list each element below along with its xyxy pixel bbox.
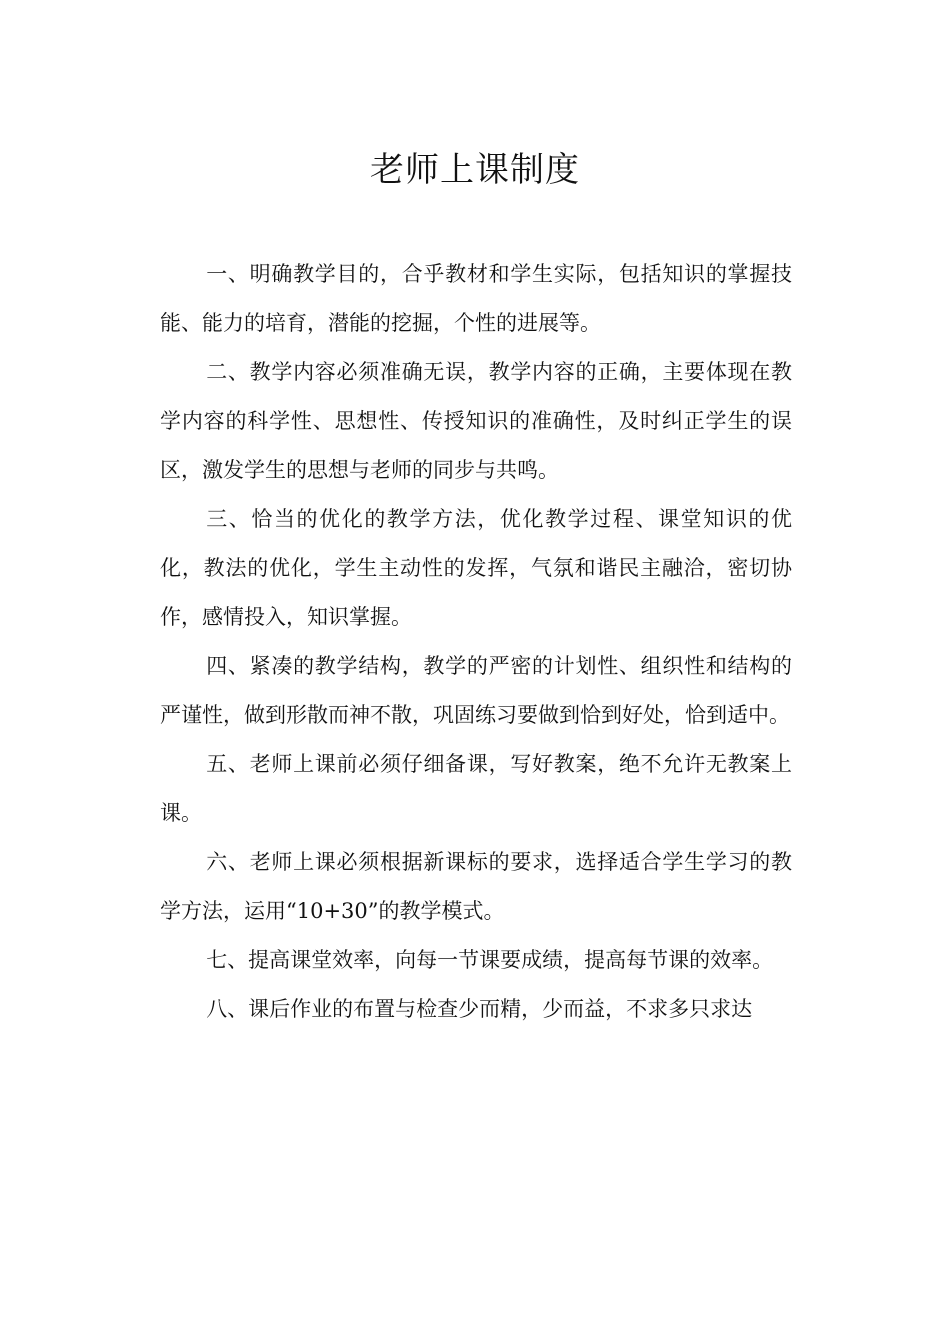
paragraph-7: 七、提高课堂效率，向每一节课要成绩，提高每节课的效率。 [206, 948, 774, 972]
paragraph-2: 二、教学内容必须准确无误，教学内容的正确，主要体现在教学内容的科学性、思想性、传授知识的准确性，及时纠正学生的误区，激发学生的思想与老师的同步与共鸣。 [160, 360, 792, 482]
paragraph-1: 一、明确教学目的，合乎教材和学生实际，包括知识的掌握技能、能力的培育，潜能的挖掘，个性的进展等。 [160, 262, 792, 335]
paragraph-3: 三、恰当的优化的教学方法，优化教学过程、课堂知识的优化，教法的优化，学生主动性的发挥，气氛和谐民主融洽，密切协作，感情投入，知识掌握。 [160, 507, 792, 629]
paragraph-6: 六、老师上课必须根据新课标的要求，选择适合学生学习的教学方法，运用“10+30”的教学模式。 [160, 850, 792, 923]
document-body [160, 250, 792, 1034]
document-title: 老师上课制度 [370, 150, 580, 190]
paragraph-5: 五、老师上课前必须仔细备课，写好教案，绝不允许无教案上课。 [160, 752, 792, 825]
paragraph-4: 四、紧凑的教学结构，教学的严密的计划性、组织性和结构的严谨性，做到形散而神不散，巩固练习要做到恰到好处，恰到适中。 [160, 654, 792, 727]
paragraph-8: 八、课后作业的布置与检查少而精，少而益，不求多只求达 [206, 997, 753, 1021]
